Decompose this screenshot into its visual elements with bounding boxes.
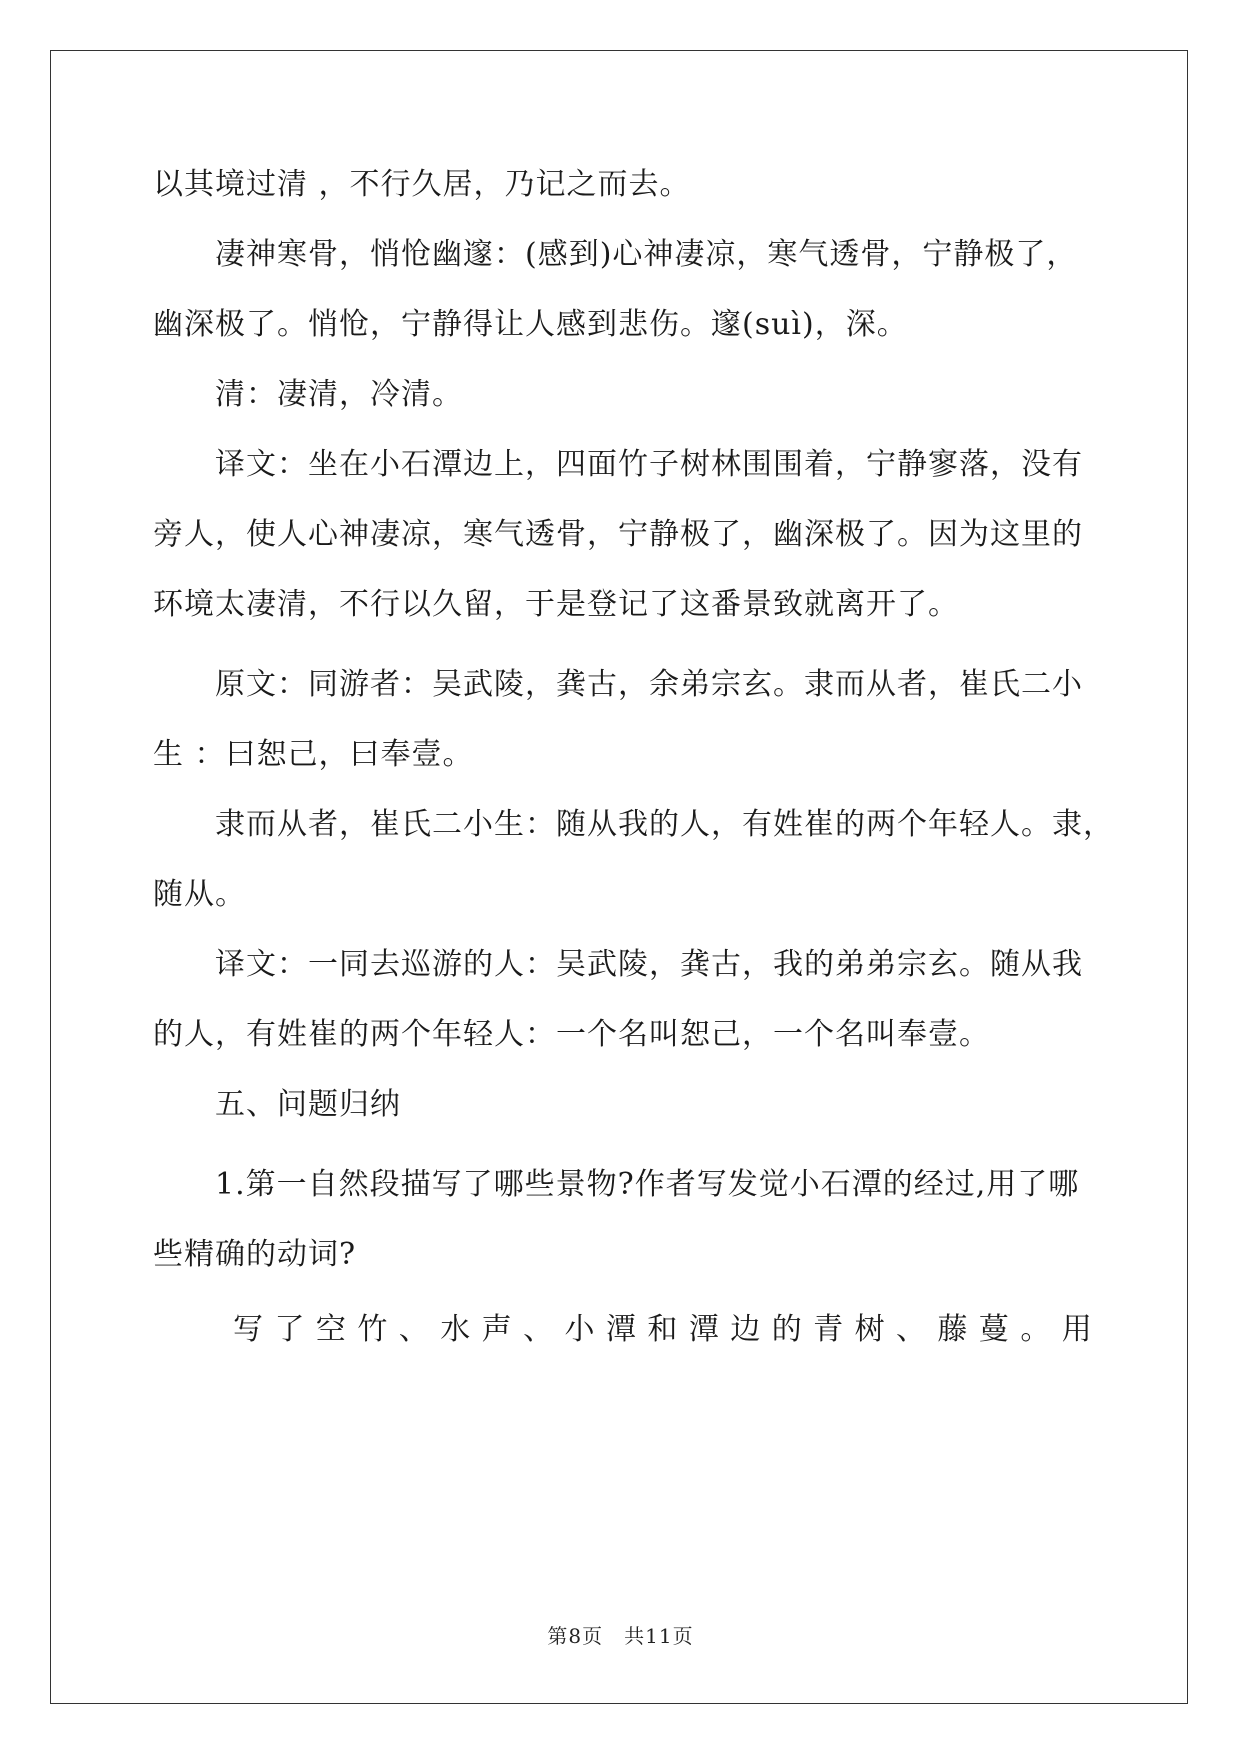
answer-char: 青 [813,1312,845,1347]
text-line: 以其境过清 ，不行久居，乃记之而去。 [153,167,691,202]
answer-char: 声 [481,1312,513,1347]
answer-char: 竹 [357,1312,389,1347]
answer-char: 。 [1020,1312,1052,1347]
answer-char: 水 [440,1312,472,1347]
question-line: 些精确的动词? [153,1237,357,1272]
text-line: 凄神寒骨，悄怆幽邃：(感到)心神凄凉，寒气透骨，宁静极了， [215,237,1078,272]
text-line: 旁人，使人心神凄凉，寒气透骨，宁静极了，幽深极了。因为这里的 [153,517,1083,552]
text-line: 幽深极了。悄怆，宁静得让人感到悲伤。邃(suì)，深。 [153,307,908,342]
answer-char: 潭 [688,1312,720,1347]
answer-char: 空 [315,1312,347,1347]
answer-char: 小 [564,1312,596,1347]
text-line: 译文：一同去巡游的人：吴武陵，龚古，我的弟弟宗玄。随从我 [215,947,1083,982]
text-line: 生 ：曰恕己，曰奉壹。 [153,737,474,772]
text-line: 的人，有姓崔的两个年轻人：一个名叫恕己，一个名叫奉壹。 [153,1017,990,1052]
text-line: 隶而从者，崔氏二小生：随从我的人，有姓崔的两个年轻人。隶， [215,807,1114,842]
answer-char: 潭 [605,1312,637,1347]
text-line: 译文：坐在小石潭边上，四面竹子树林围围着，宁静寥落，没有 [215,447,1083,482]
text-line: 原文：同游者：吴武陵，龚古，余弟宗玄。隶而从者，崔氏二小 [215,667,1083,702]
text-line: 环境太凄清，不行以久留，于是登记了这番景致就离开了。 [153,587,959,622]
answer-char: 、 [398,1312,430,1347]
answer-char: 蔓 [978,1312,1010,1347]
answer-char: 、 [896,1312,927,1347]
question-line: 1.第一自然段描写了哪些景物?作者写发觉小石潭的经过,用了哪 [215,1167,1080,1202]
text-line: 清：凄清，冷清。 [215,377,463,412]
answer-char: 藤 [937,1312,969,1347]
text-line: 随从。 [153,877,246,912]
answer-char: 的 [771,1312,803,1347]
answer-char: 和 [647,1312,679,1347]
answer-char: 、 [523,1312,555,1347]
answer-char: 写 [233,1312,264,1347]
answer-char: 树 [854,1312,886,1347]
answer-char: 边 [730,1312,762,1347]
section-heading: 五、问题归纳 [215,1087,401,1122]
answer-line [233,1310,1093,1350]
answer-char: 了 [274,1312,306,1347]
page-footer: 第8页 共11页 [547,1624,694,1648]
answer-char: 用 [1061,1312,1093,1347]
